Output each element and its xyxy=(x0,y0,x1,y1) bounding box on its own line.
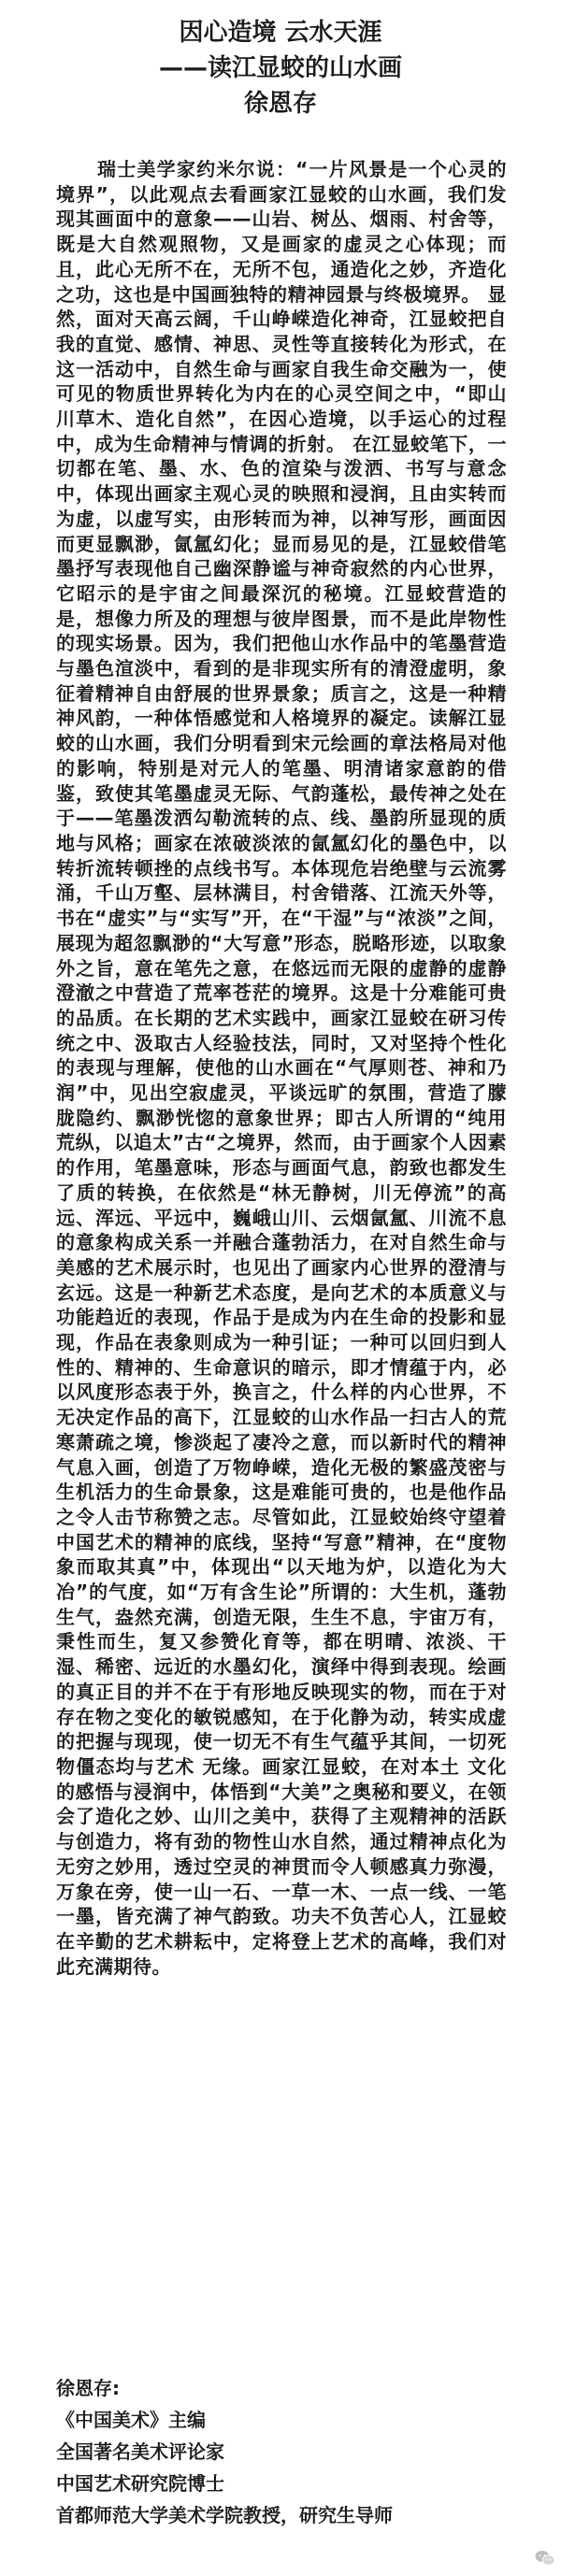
bio-name: 徐恩存: xyxy=(56,2377,120,2399)
wechat-icon xyxy=(535,2550,555,2567)
bio-line: 全国著名美术评论家 xyxy=(56,2440,224,2463)
bio-line: 首都师范大学美术学院教授，研究生导师 xyxy=(56,2504,393,2526)
watermark xyxy=(535,2550,555,2567)
article-header xyxy=(0,0,561,122)
body-paragraph: 瑞士美学家约米尔说：“一片风景是一个心灵的境界”，以此观点去看画家江显蛟的山水画，我们发现其画面中的意象——山岩、树丛、烟雨、村舍等，既是大自然观照物，又是画家的虚灵之心体现；而且，此心无所不在，无所不包，通造化之妙，齐造化之功，这也是中国画独特的精神园景与终极境界。 显然，面对天高云阔，千山峥嵘造化神奇，江显蛟把自我的直觉、感情、神思、灵性等直接转化为形式，在这一活动中，自然生命与画家自我生命交融为一，使可见的物质世界转化为内在的心灵空间之中，“即山川草木、造化自然”，在因心造境，以手运心的过程中，成为生命精神与情调的折射。 在江显蛟笔下，一切都在笔、墨、水、色的渲染与泼洒、书写与意念中，体现出画家主观心灵的映照和浸润，且由实转而为虚，以虚写实，由形转而为神，以神写形，画面因而更显飘渺，氤氲幻化；显而易见的是，江显蛟借笔墨抒写表现他自己幽深静谧与神奇寂然的内心世界，它昭示的是宇宙之间最深沉的秘境。江显蛟营造的是，想像力所及的理想与彼岸图景，而不是此岸物性的现实场景。因为，我们把他山水作品中的笔墨营造与墨色渲淡中，看到的是非现实所有的清澄虚明，象征着精神自由舒展的世界景象；质言之，这是一种精神风韵，一种体悟感觉和人格境界的凝定。读解江显蛟的山水画，我们分明看到宋元绘画的章法格局对他的影响，特别是对元人的笔墨、明清诸家意韵的借鉴，致使其笔墨虚灵无际、气韵蓬松，最传神之处在于——笔墨泼洒勾勒流转的点、线、墨韵所显现的质地与风格；画家在浓破淡浓的氤氲幻化的墨色中，以转折流转顿挫的点线书写。本体现危岩绝壁与云流雾涌，千山万壑、层林满目，村舍错落、江流天外等，书在“虚实”与“实写”开，在“干湿”与“浓淡”之间，展现为超忽飘渺的“大写意”形态，脱略形迹，以取象外之旨，意在笔先之意，在悠远而无限的虚静的虚静澄澈之中营造了荒率苍茫的境界。这是十分难能可贵的品质。在长期的艺术实践中，画家江显蛟在研习传统之中、汲取古人经验技法，同时，又对坚持个性化的表现与理解，使他的山水画在“气厚则苍、神和乃润”中，见出空寂虚灵，平谈远旷的氛围，营造了朦胧隐约、飘渺恍惚的意象世界；即古人所谓的“纯用荒纵，以追太”古“之境界，然而，由于画家个人因素的作用，笔墨意味，形态与画面气息，韵致也都发生了质的转换，在依然是“林无静树，川无停流”的高远、浑远、平远中，巍峨山川、云烟氤氲、川流不息的意象构成关系一并融合蓬勃活力，在对自然生命与美感的艺术展示时，也见出了画家内心世界的澄清与玄远。这是一种新艺术态度，是向艺术的本质意义与功能趋近的表现，作品于是成为内在生命的投影和显现，作品在表象则成为一种引证；一种可以回归到人性的、精神的、生命意识的暗示，即才情蕴于内，必以风度形态表于外，换言之，什么样的内心世界，不无决定作品的高下，江显蛟的山水作品一扫古人的荒寒萧疏之境，惨淡起了凄冷之意，而以新时代的精神气息入画，创造了万物峥嵘，造化无极的繁盛茂密与生机活力的生命景象，这是难能可贵的，也是他作品之令人击节称赞之志。尽管如此，江显蛟始终守望着中国艺术的精神的底线，坚持“写意”精神，在“度物象而取其真”中，体现出“以天地为炉，以造化为大冶”的气度，如“万有含生论”所谓的：大生机，蓬勃生气，盎然充满，创造无限，生生不息，宇宙万有，秉性而生，复又参赞化育等，都在明晴、浓淡、干湿、稀密、远近的水墨幻化，演绎中得到表现。绘画的真正目的并不在于有形地反映现实的物，而在于对存在物之变化的敏锐感知，在于化静为动，转实成虚的把握与现现，使一切无不有生气蕴乎其间，一切死物僵态均与艺术 无缘。画家江显蛟，在对本土 文化的感悟与浸润中，体悟到“大美”之奥秘和要义，在领会了造化之妙、山川之美中，获得了主观精神的活跃与创造力，将有劲的物性山水自然，通过精神点化为无穷之妙用，透过空灵的神贯而令人顿感真力弥漫，万象在旁，使一山一石、一草一木、一点一线、一笔一墨，皆充满了神气韵致。功夫不负苦心人，江显蛟在辛勤的艺术耕耘中，定将登上艺术的高峰，我们对此充满期待。 xyxy=(56,158,507,1978)
article-title: 因心造境 云水天涯 xyxy=(179,19,382,47)
author-bio xyxy=(56,2372,542,2531)
article-body xyxy=(56,157,507,1979)
bio-line: 《中国美术》主编 xyxy=(56,2409,206,2431)
article-author: 徐恩存 xyxy=(243,90,317,118)
article-subtitle: ——读江显蛟的山水画 xyxy=(158,54,402,82)
bio-line: 中国艺术研究院博士 xyxy=(56,2472,224,2495)
